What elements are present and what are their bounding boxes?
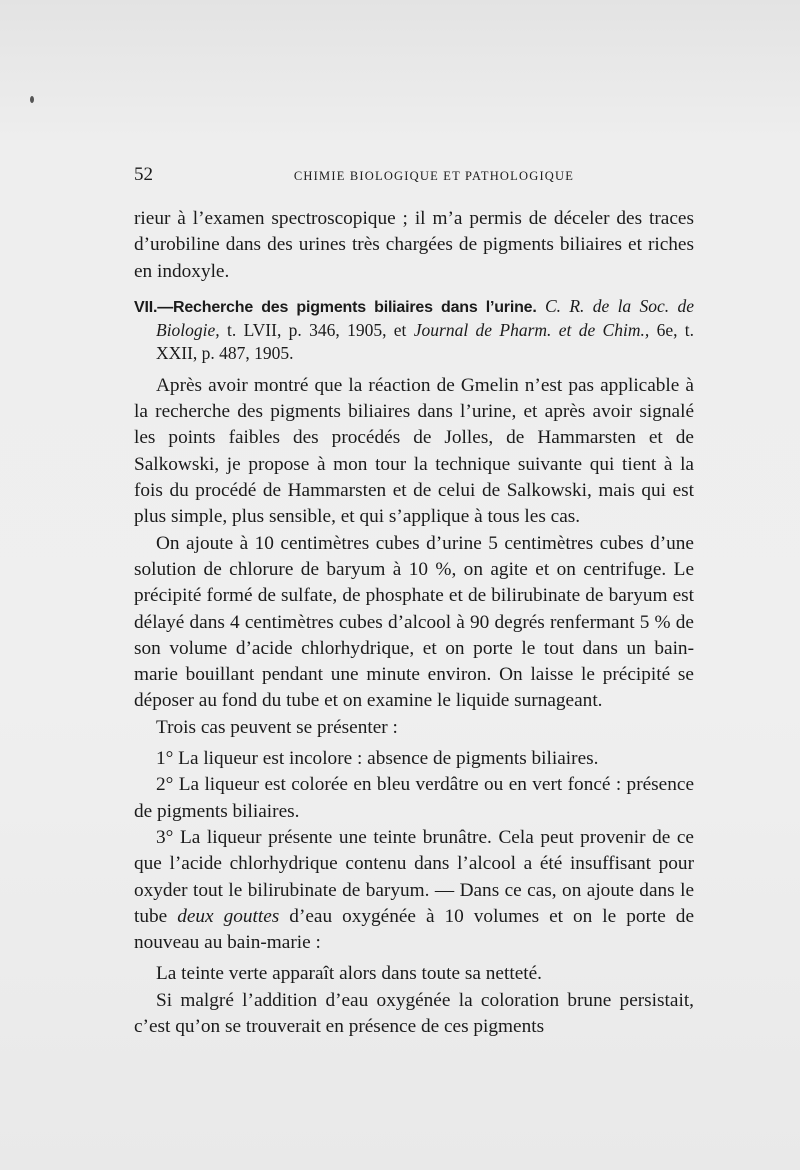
paragraph-persisting-brown: Si malgré l’addition d’eau oxygénée la coloration brune persistait, c’est qu’on se trouverait en présence de ces pigments [134, 989, 694, 1038]
section-heading [134, 295, 694, 365]
paragraph-gmelin: Après avoir montré que la réaction de Gmelin n’est pas applicable à la recherche des pigments biliaires dans l’urine, et après avoir signalé les points faibles des procédés de Jolles, de Hammarsten et de Salkowski, je propose à mon tour la technique suivante qui tient à la fois du procédé de Hammarsten et de celui de Salkowski, mais qui est plus simple, plus sensible, et qui s’applique à tous les cas. [134, 374, 694, 528]
case-2: 2° La liqueur est colorée en bleu verdâtre ou en vert foncé : présence de pigments biliaires. [134, 774, 694, 822]
ink-speck [30, 96, 34, 103]
case-3-text-a: 3° La liqueur présente une teinte brunâtre. Cela peut provenir de ce que l’acide chlorhydrique contenu dans l’alcool a été insuffisant pour oxyder tout le bilirubinate de baryum. — Dans ce cas, on ajoute dans le tube [134, 826, 694, 927]
reference-details-1: t. LVII, p. 346, 1905, et [227, 319, 407, 340]
opening-paragraph: rieur à l’examen spectroscopique ; il m’a permis de déceler des traces d’urobiline dans des urines très chargées de pigments biliaires et riches en indoxyle. [134, 208, 694, 282]
case-3-text-b: d’eau oxygénée à 10 volumes et on le porte de nouveau au bain-marie : [134, 905, 695, 954]
page-body [134, 206, 694, 1040]
section-title: VII.—Recherche des pigments biliaires dans l’urine. [134, 298, 537, 316]
paragraph-three-cases: Trois cas peuvent se présenter : [156, 716, 398, 738]
case-3-italic: deux gouttes [177, 905, 280, 927]
paragraph-green-tint: La teinte verte apparaît alors dans toute sa netteté. [156, 963, 542, 985]
reference-details-2: 6e, t. XXII, p. 487, 1905. [156, 319, 695, 363]
paragraph-procedure: On ajoute à 10 centimètres cubes d’urine 5 centimètres cubes d’une solution de chlorure de baryum à 10 %, on agite et on centrifuge. Le précipité formé de sulfate, de phosphate et de bilirubinate de baryum est délayé dans 4 centimètres cubes d’alcool à 90 degrés renfermant 5 % de son volume d’acide chlorhydrique, et on porte le tout dans un bain-marie bouillant pendant une minute environ. On laisse le précipité se déposer au fond du tube et on examine le liquide surnageant. [134, 532, 694, 712]
page-header [134, 164, 694, 188]
page-number: 52 [134, 164, 153, 185]
case-1: 1° La liqueur est incolore : absence de pigments biliaires. [156, 748, 599, 770]
reference-journal-1: C. R. de la Soc. de Biologie, [156, 295, 695, 340]
running-title: CHIMIE BIOLOGIQUE ET PATHOLOGIQUE [293, 169, 575, 183]
reference-journal-2: Journal de Pharm. et de Chim., [413, 319, 650, 340]
case-3 [134, 825, 694, 956]
